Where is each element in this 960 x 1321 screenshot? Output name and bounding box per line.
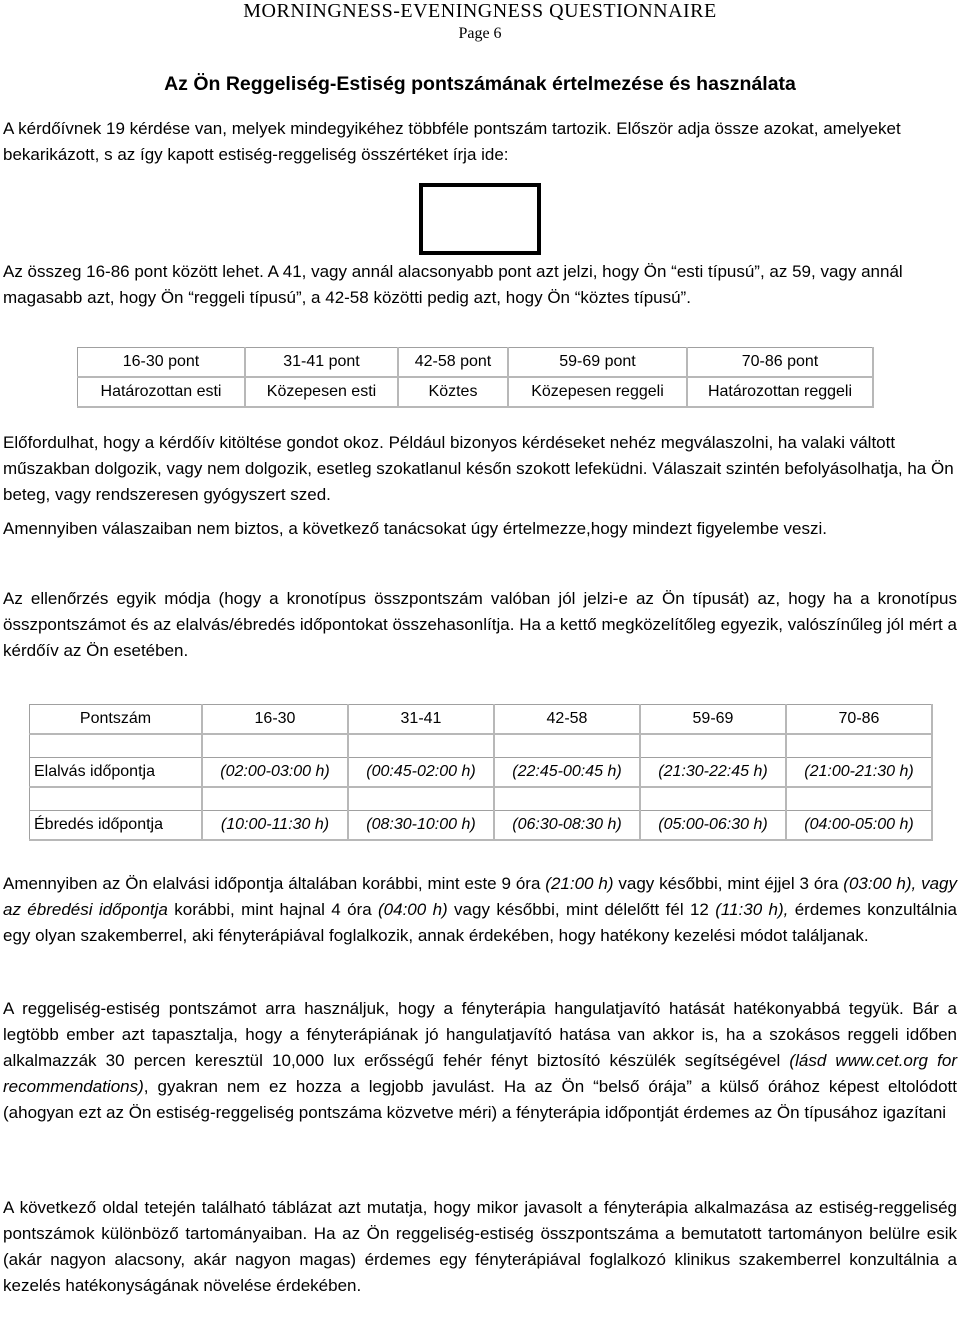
difficulty-paragraph: Előfordulhat, hogy a kérdőív kitöltése gondot okoz. Például bizonyos kérdéseket nehéz megválaszolni, ha valaki váltott műszakban dolgozik, vagy nem dolgozik, esetleg szokatlanul későn szokott lefeküdni. Válaszait szintén befolyásolhatja, ha Ön beteg, vagy rendszeresen gyógyszert szed. (3, 433, 954, 504)
text-run: Amennyiben az Ön elalvási időpontja általában korábbi, mint este 9 óra (3, 874, 546, 893)
score-column-cell: 70-86 (786, 705, 932, 735)
score-column-cell: 16-30 (202, 705, 348, 735)
text-run: érdemes konzultálnia egy olyan szakemberrel, aki fényterápiával foglalkozik, annak érdekében, hogy hatékony kezelési módot találjanak. (3, 900, 957, 945)
text-run: vagy későbbi, mint éjjel 3 óra (613, 874, 844, 893)
unsure-paragraph: Amennyiben válaszaiban nem biztos, a következő tanácsokat úgy értelmezze,hogy mindezt figyelembe veszi. (3, 519, 827, 538)
text-run: , gyakran nem ez hozza a legjobb javulást. Ha az Ön “belső órája” a külső órához képest eltolódott (ahogyan ezt az Ön estiség-reggeliség pontszáma közvetve méri) a fényterápia időpontját érdemes az Ön típusához igazítani (3, 1077, 957, 1122)
text-run: korábbi, mint hajnal 4 óra (167, 900, 379, 919)
wake-time-cell: (10:00-11:30 h) (202, 811, 348, 841)
sleep-time-cell: (21:00-21:30 h) (786, 758, 932, 788)
spacer-row (30, 734, 933, 758)
sleep-time-cell: (22:45-00:45 h) (494, 758, 640, 788)
type-cell: Határozottan reggeli (687, 377, 873, 407)
specialist-paragraph (3, 871, 957, 949)
category-table (77, 347, 874, 408)
check-paragraph: Az ellenőrzés egyik módja (hogy a kronotípus összpontszám valóban jól jelzi-e az Ön típusát) az, hogy ha a kronotípus összpontszámot és az elalvás/ébredés időpontokat összehasonlítja. Ha a kettő megközelítőleg egyezik, valószínűleg jól mért a kérdőív az Ön esetében. (3, 589, 957, 660)
text-run-italic: (04:00 h) (378, 900, 448, 919)
text-run-italic: (03:00 h), vagy az ébredési időpontja (3, 874, 957, 919)
wake-label-cell: Ébredés időpontja (30, 811, 203, 841)
text-run: A reggeliség-estiség pontszámot arra használjuk, hogy a fényterápia hangulatjavító hatását hatékonyabbá tegyük. Bár a legtöbb ember azt tapasztalja, hogy a fényterápiának jó hangulatjavító hatása van akkor is, ha a szokásos reggeli időben alkalmazzák 30 percen keresztül 10,000 lux erősségű fehér fényt biztosító készülék segítségével (3, 999, 957, 1070)
range-cell: 16-30 pont (78, 348, 246, 378)
score-label-cell: Pontszám (30, 705, 203, 735)
text-run-italic: (11:30 h), (715, 900, 789, 919)
wake-time-cell: (05:00-06:30 h) (640, 811, 786, 841)
header-title: MORNINGNESS-EVENINGNESS QUESTIONNAIRE (243, 0, 717, 22)
text-run: vagy későbbi, mint délelőtt fél 12 (447, 900, 716, 919)
type-cell: Köztes (398, 377, 508, 407)
lighttherapy-paragraph (3, 996, 957, 1126)
text-run-italic: (21:00 h) (545, 874, 614, 893)
type-cell: Közepesen reggeli (508, 377, 687, 407)
text-run-italic: (lásd www.cet.org for recommendations) (3, 1051, 957, 1096)
sleep-time-row (30, 758, 933, 788)
page-number: Page 6 (458, 25, 502, 42)
range-cell: 42-58 pont (398, 348, 508, 378)
spacer-row (30, 787, 933, 811)
time-table (29, 704, 933, 841)
sleep-label-cell: Elalvás időpontja (30, 758, 203, 788)
next-page-paragraph: A következő oldal tetején található táblázat azt mutatja, hogy mikor javasolt a fényterápia alkalmazása az estiség-reggeliség pontszámok különböző tartományaiban. Ha az Ön reggeliség-estiség összpontszáma a bemutatott tartományon belülre esik (akár nagyon alacsony, akár nagyon magas) érdemes egy fényterápiával foglalkozó klinikus szakemberrel konzultálnia a kezelés hatékonyságának növelése érdekében. (3, 1198, 957, 1295)
category-types-row (78, 377, 874, 407)
sleep-time-cell: (00:45-02:00 h) (348, 758, 494, 788)
type-cell: Közepesen esti (245, 377, 398, 407)
range-cell: 70-86 pont (687, 348, 873, 378)
sleep-time-cell: (21:30-22:45 h) (640, 758, 786, 788)
range-cell: 31-41 pont (245, 348, 398, 378)
range-cell: 59-69 pont (508, 348, 687, 378)
wake-time-row (30, 811, 933, 841)
wake-time-cell: (04:00-05:00 h) (786, 811, 932, 841)
score-column-cell: 42-58 (494, 705, 640, 735)
section-heading: Az Ön Reggeliség-Estiség pontszámának értelmezése és használata (164, 73, 796, 95)
score-column-cell: 59-69 (640, 705, 786, 735)
time-table-header-row (30, 705, 933, 735)
type-cell: Határozottan esti (78, 377, 246, 407)
range-paragraph: Az összeg 16-86 pont között lehet. A 41, vagy annál alacsonyabb pont azt jelzi, hogy Ön “esti típusú”, az 59, vagy annál magasabb azt, hogy Ön “reggeli típusú”, a 42-58 közötti pedig azt, hogy Ön “köztes típusú”. (3, 262, 903, 307)
category-ranges-row (78, 348, 874, 378)
sleep-time-cell: (02:00-03:00 h) (202, 758, 348, 788)
score-entry-box[interactable] (419, 183, 541, 255)
wake-time-cell: (06:30-08:30 h) (494, 811, 640, 841)
intro-paragraph: A kérdőívnek 19 kérdése van, melyek mindegyikéhez többféle pontszám tartozik. Először adja össze azokat, amelyeket bekarikázott, s az így kapott estiség-reggeliség összértéket írja ide: (3, 119, 901, 164)
score-column-cell: 31-41 (348, 705, 494, 735)
wake-time-cell: (08:30-10:00 h) (348, 811, 494, 841)
